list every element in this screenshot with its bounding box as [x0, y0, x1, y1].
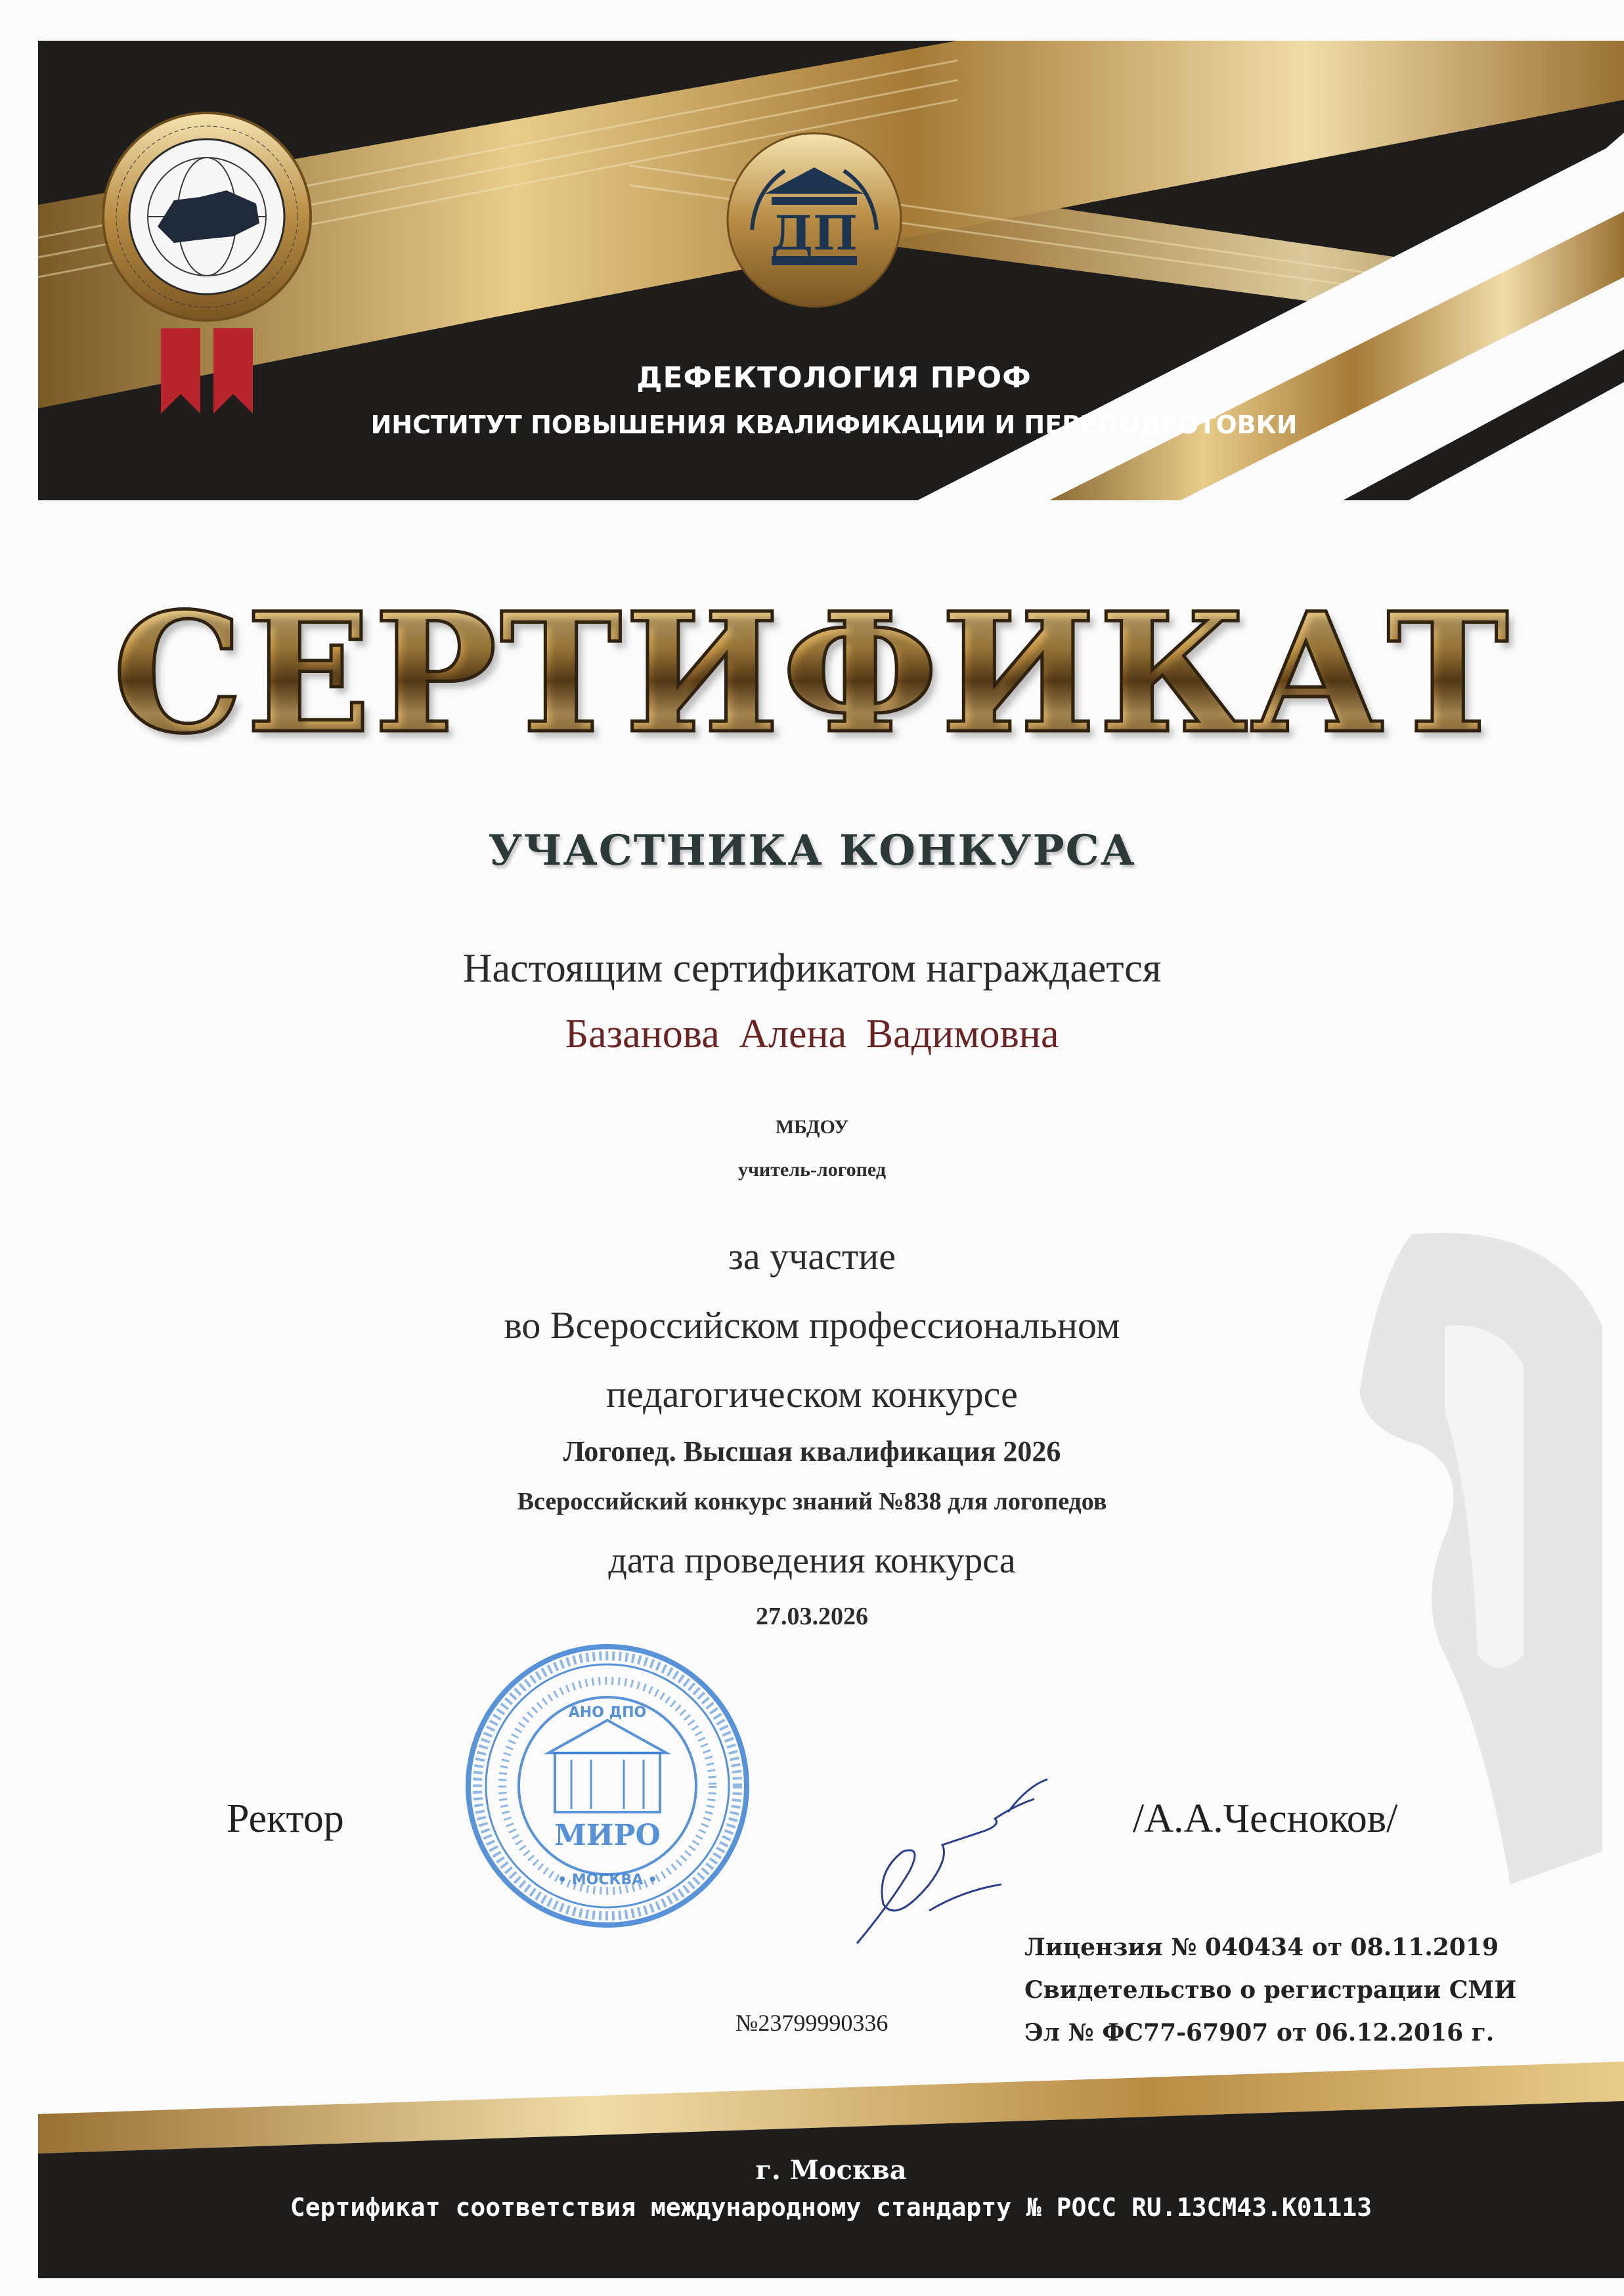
date-value: 27.03.2026	[756, 1603, 868, 1630]
certification-seal	[102, 112, 312, 423]
license-line-1: Лицензия № 040434 от 08.11.2019	[1024, 1934, 1499, 1961]
certificate-title: СЕРТИФИКАТ	[0, 591, 1624, 755]
rector-name: /А.А.Чесноков/	[1133, 1796, 1398, 1841]
stamp-center-text: МИРО	[554, 1819, 661, 1852]
date-label: дата проведения конкурса	[608, 1540, 1016, 1581]
institute-logo	[726, 131, 903, 311]
footer-city: г. Москва	[755, 2155, 907, 2186]
recipient-organization: МБДОУ	[775, 1116, 849, 1138]
awarded-text: Настоящим сертификатом награждается	[462, 946, 1162, 991]
rector-label: Ректор	[227, 1796, 344, 1841]
stamp-city-text: • МОСКВА •	[558, 1872, 657, 1888]
org-name: ДЕФЕКТОЛОГИЯ ПРОФ	[636, 361, 1032, 395]
recipient-position: учитель-логопед	[737, 1159, 887, 1180]
recipient-name: Базанова Алена Вадимовна	[565, 1012, 1059, 1056]
official-stamp	[463, 1641, 752, 1933]
for-participation: за участие	[728, 1235, 896, 1278]
contest-subname: Всероссийский конкурс знаний №838 для логопедов	[517, 1488, 1107, 1515]
license-line-2: Свидетельство о регистрации СМИ	[1024, 1976, 1517, 2004]
org-subtitle: ИНСТИТУТ ПОВЫШЕНИЯ КВАЛИФИКАЦИИ И ПЕРЕПОДГОТОВКИ	[370, 410, 1298, 439]
handwritten-signature	[831, 1760, 1107, 1959]
footer-standard: Сертификат соответствия международному стандарту № РОСС RU.13СМ43.К01113	[290, 2193, 1372, 2222]
contest-name: Логопед. Высшая квалификация 2026	[563, 1435, 1061, 1467]
license-line-3: Эл № ФС77-67907 от 06.12.2016 г.	[1024, 2019, 1495, 2047]
certificate-number: №23799990336	[735, 2010, 889, 2036]
contest-description-1: во Всероссийском профессиональном	[504, 1304, 1120, 1347]
contest-description-2: педагогическом конкурсе	[606, 1373, 1018, 1416]
certificate-subtitle: УЧАСТНИКА КОНКУРСА	[488, 826, 1136, 875]
stamp-top-text: АНО ДПО	[568, 1704, 647, 1721]
institute-logo-text: ДП	[770, 205, 858, 261]
